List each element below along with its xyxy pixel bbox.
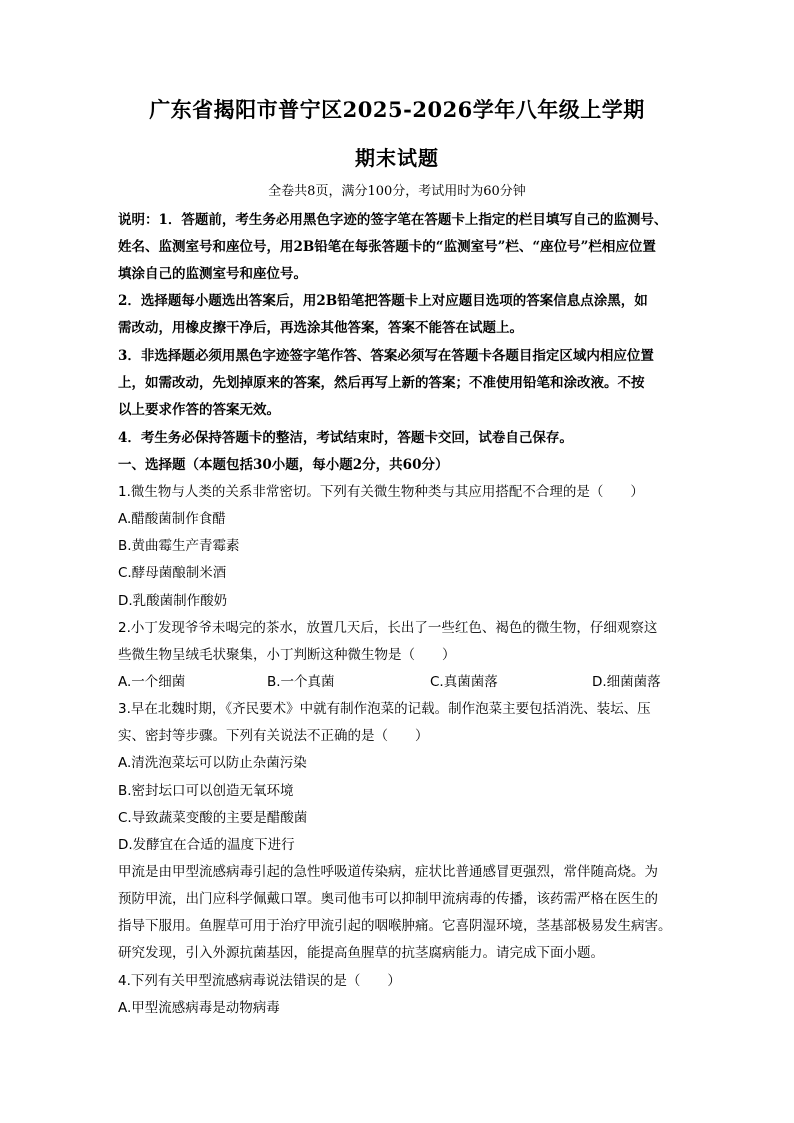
instruction-line: 填涂自己的监测室号和座位号。: [118, 266, 307, 282]
option-a: A.清洗泡菜坛可以防止杂菌污染: [118, 755, 307, 771]
instruction-line: 上，如需改动，先划掉原来的答案，然后再写上新的答案；不准使用铅笔和涂改液。不按: [118, 375, 645, 391]
instruction-line: 2．选择题每小题选出答案后，用2B铅笔把答题卡上对应题目选项的答案信息点涂黑，如: [118, 293, 648, 309]
option-a: A.一个细菌: [118, 674, 186, 690]
option-d: D.发酵宜在合适的温度下进行: [118, 837, 295, 853]
option-d: D.乳酸菌制作酸奶: [118, 593, 228, 609]
option-b: B.密封坛口可以创造无氧环境: [118, 783, 294, 799]
passage-line: 指导下服用。鱼腥草可用于治疗甲流引起的咽喉肿痛。它喜阴湿环境，茎基部极易发生病害。: [118, 918, 672, 934]
question-stem: 3.早在北魏时期，《齐民要术》中就有制作泡菜的记载。制作泡菜主要包括消洗、装坛、压: [118, 701, 651, 717]
instruction-line: 以上要求作答的答案无效。: [118, 402, 280, 418]
option-b: B.一个真菌: [267, 674, 335, 690]
instruction-line: 4．考生务必保持答题卡的整洁，考试结束时，答题卡交回，试卷自己保存。: [118, 430, 573, 446]
question-stem: 4.下列有关甲型流感病毒说法错误的是（ ）: [118, 973, 401, 989]
option-c: C.导致蔬菜变酸的主要是醋酸菌: [118, 810, 308, 826]
question-stem: 2.小丁发现爷爷未喝完的茶水，放置几天后，长出了一些红色、褐色的微生物，仔细观察这: [118, 620, 658, 636]
option-b: B.黄曲霉生产青霉素: [118, 538, 240, 554]
exam-title: 广东省揭阳市普宁区2025-2026学年八年级上学期: [149, 97, 645, 122]
passage-line: 甲流是由甲型流感病毒引起的急性呼吸道传染病，症状比普通感冒更强烈，常伴随高烧。为: [118, 864, 658, 880]
passage-line: 预防甲流，出门应科学佩戴口罩。奥司他韦可以抑制甲流病毒的传播，该药需严格在医生的: [118, 891, 658, 907]
option-c: C.真菌菌落: [430, 674, 498, 690]
question-stem: 实、密封等步骤。下列有关说法不正确的是（ ）: [118, 728, 429, 744]
option-a: A.醋酸菌制作食醋: [118, 511, 226, 527]
instruction-line: 说明：1．答题前，考生务必用黑色字迹的签字笔在答题卡上指定的栏目填写自己的监测号、: [118, 212, 668, 228]
exam-title-line2: 期末试题: [355, 146, 439, 170]
question-stem: 1.微生物与人类的关系非常密切。下列有关微生物种类与其应用搭配不合理的是（ ）: [118, 484, 644, 500]
option-d: D.细菌菌落: [592, 674, 661, 690]
instruction-line: 需改动，用橡皮擦干净后，再选涂其他答案，答案不能答在试题上。: [118, 320, 523, 336]
section-heading: 一、选择题（本题包括30小题，每小题2分，共60分）: [118, 457, 449, 473]
passage-line: 研究发现，引入外源抗菌基因，能提高鱼腥草的抗茎腐病能力。请完成下面小题。: [118, 945, 604, 961]
exam-info: 全卷共8页，满分100分，考试用时为60分钟: [268, 184, 526, 199]
question-stem: 些微生物呈绒毛状聚集，小丁判断这种微生物是（ ）: [118, 647, 456, 663]
option-c: C.酵母菌酿制米酒: [118, 565, 227, 581]
option-a: A.甲型流感病毒是动物病毒: [118, 1000, 280, 1016]
instruction-line: 姓名、监测室号和座位号，用2B铅笔在每张答题卡的“监测室号”栏、“座位号”栏相应位置: [118, 239, 656, 255]
instruction-line: 3．非选择题必须用黑色字迹签字笔作答、答案必须写在答题卡各题目指定区域内相应位置: [118, 348, 654, 364]
